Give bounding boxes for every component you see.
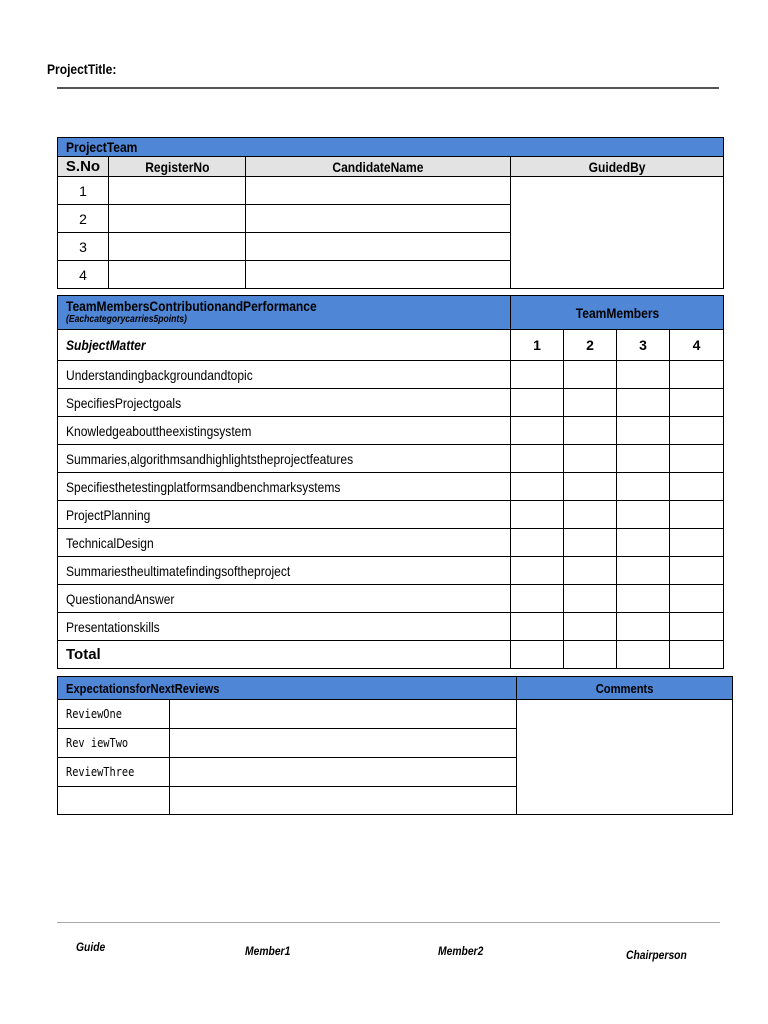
score-cell[interactable] (564, 613, 617, 641)
score-cell[interactable] (617, 473, 670, 501)
score-cell[interactable] (670, 389, 724, 417)
score-cell[interactable] (670, 529, 724, 557)
register-no-input[interactable] (109, 233, 246, 261)
score-cell[interactable] (670, 473, 724, 501)
register-no-input[interactable] (109, 177, 246, 205)
signature-member1: Member1 (245, 944, 291, 958)
sno-cell: 3 (58, 233, 109, 261)
score-cell[interactable] (511, 417, 564, 445)
score-cell[interactable] (564, 445, 617, 473)
criterion-label: Presentationskills (58, 613, 511, 641)
total-row (58, 641, 724, 669)
table-row (58, 177, 724, 205)
candidate-name-input[interactable] (246, 233, 511, 261)
guided-by-input[interactable] (511, 177, 724, 289)
score-cell[interactable] (617, 361, 670, 389)
criterion-label: QuestionandAnswer (58, 585, 511, 613)
col-header-candidate-name: CandidateName (246, 157, 511, 177)
criterion-label: Specifiesthetestingplatformsandbenchmarksystems (58, 473, 511, 501)
member-col-1: 1 (511, 330, 564, 361)
table-row (58, 613, 724, 641)
sno-cell: 4 (58, 261, 109, 289)
criterion-label: Summariestheultimatefindingsoftheproject (58, 557, 511, 585)
score-cell[interactable] (670, 585, 724, 613)
table-row (58, 361, 724, 389)
sno-cell: 2 (58, 205, 109, 233)
member-col-2: 2 (564, 330, 617, 361)
criterion-label: TechnicalDesign (58, 529, 511, 557)
comments-header: Comments (517, 677, 733, 700)
score-cell[interactable] (511, 501, 564, 529)
table-row (58, 417, 724, 445)
candidate-name-input[interactable] (246, 261, 511, 289)
member-col-4: 4 (670, 330, 724, 361)
sno-cell: 1 (58, 177, 109, 205)
total-score-cell[interactable] (670, 641, 724, 669)
review-label (58, 787, 170, 815)
table-row (58, 700, 733, 729)
total-label: Total (58, 641, 511, 669)
reviews-table (57, 676, 733, 815)
score-cell[interactable] (564, 557, 617, 585)
score-cell[interactable] (511, 389, 564, 417)
score-cell[interactable] (670, 417, 724, 445)
score-cell[interactable] (617, 445, 670, 473)
table-row (58, 529, 724, 557)
criterion-label: Understandingbackgroundandtopic (58, 361, 511, 389)
subject-matter-header: SubjectMatter (58, 330, 511, 361)
score-cell[interactable] (670, 613, 724, 641)
project-title-label: ProjectTitle: (47, 61, 117, 77)
score-cell[interactable] (511, 585, 564, 613)
signature-member2: Member2 (438, 944, 484, 958)
review-label: ReviewOne (58, 700, 170, 729)
table-row (58, 445, 724, 473)
score-cell[interactable] (617, 585, 670, 613)
table-row (58, 501, 724, 529)
project-team-table (57, 137, 724, 289)
register-no-input[interactable] (109, 205, 246, 233)
score-cell[interactable] (670, 361, 724, 389)
contribution-title: TeamMembersContributionandPerformance (66, 297, 317, 314)
team-members-header: TeamMembers (511, 296, 724, 330)
score-cell[interactable] (617, 389, 670, 417)
score-cell[interactable] (564, 529, 617, 557)
total-score-cell[interactable] (564, 641, 617, 669)
signature-guide: Guide (76, 940, 106, 954)
contribution-table (57, 295, 724, 669)
score-cell[interactable] (670, 501, 724, 529)
contribution-subtitle: (Eachcategorycarries5points) (66, 313, 187, 325)
member-col-3: 3 (617, 330, 670, 361)
review-label: Rev iewTwo (58, 729, 170, 758)
score-cell[interactable] (617, 613, 670, 641)
score-cell[interactable] (670, 445, 724, 473)
score-cell[interactable] (511, 473, 564, 501)
contribution-header (58, 296, 511, 330)
signature-line (57, 922, 720, 923)
score-cell[interactable] (564, 501, 617, 529)
table-row (58, 389, 724, 417)
signature-chairperson: Chairperson (626, 948, 687, 962)
score-cell[interactable] (564, 417, 617, 445)
score-cell[interactable] (511, 445, 564, 473)
review-expectation-input[interactable] (170, 758, 517, 787)
score-cell[interactable] (564, 389, 617, 417)
reviews-title: ExpectationsforNextReviews (58, 677, 517, 700)
table-row (58, 585, 724, 613)
score-cell[interactable] (617, 501, 670, 529)
score-cell[interactable] (511, 613, 564, 641)
review-expectation-input[interactable] (170, 700, 517, 729)
project-team-title: ProjectTeam (58, 138, 724, 157)
review-expectation-input[interactable] (170, 787, 517, 815)
score-cell[interactable] (617, 529, 670, 557)
review-label: ReviewThree (58, 758, 170, 787)
col-header-sno: S.No (58, 157, 109, 177)
col-header-register-no: RegisterNo (109, 157, 246, 177)
score-cell[interactable] (511, 557, 564, 585)
criterion-label: SpecifiesProjectgoals (58, 389, 511, 417)
table-row (58, 473, 724, 501)
register-no-input[interactable] (109, 261, 246, 289)
table-row (58, 557, 724, 585)
project-title-field-line[interactable] (57, 87, 719, 89)
score-cell[interactable] (511, 361, 564, 389)
total-score-cell[interactable] (511, 641, 564, 669)
criterion-label: Summaries,algorithmsandhighlightstheprojectfeatures (58, 445, 511, 473)
comments-input[interactable] (517, 700, 733, 815)
review-expectation-input[interactable] (170, 729, 517, 758)
score-cell[interactable] (511, 529, 564, 557)
candidate-name-input[interactable] (246, 177, 511, 205)
col-header-guided-by: GuidedBy (511, 157, 724, 177)
score-cell[interactable] (564, 361, 617, 389)
score-cell[interactable] (617, 417, 670, 445)
score-cell[interactable] (617, 557, 670, 585)
score-cell[interactable] (564, 473, 617, 501)
criterion-label: ProjectPlanning (58, 501, 511, 529)
criterion-label: Knowledgeabouttheexistingsystem (58, 417, 511, 445)
score-cell[interactable] (564, 585, 617, 613)
score-cell[interactable] (670, 557, 724, 585)
total-score-cell[interactable] (617, 641, 670, 669)
candidate-name-input[interactable] (246, 205, 511, 233)
